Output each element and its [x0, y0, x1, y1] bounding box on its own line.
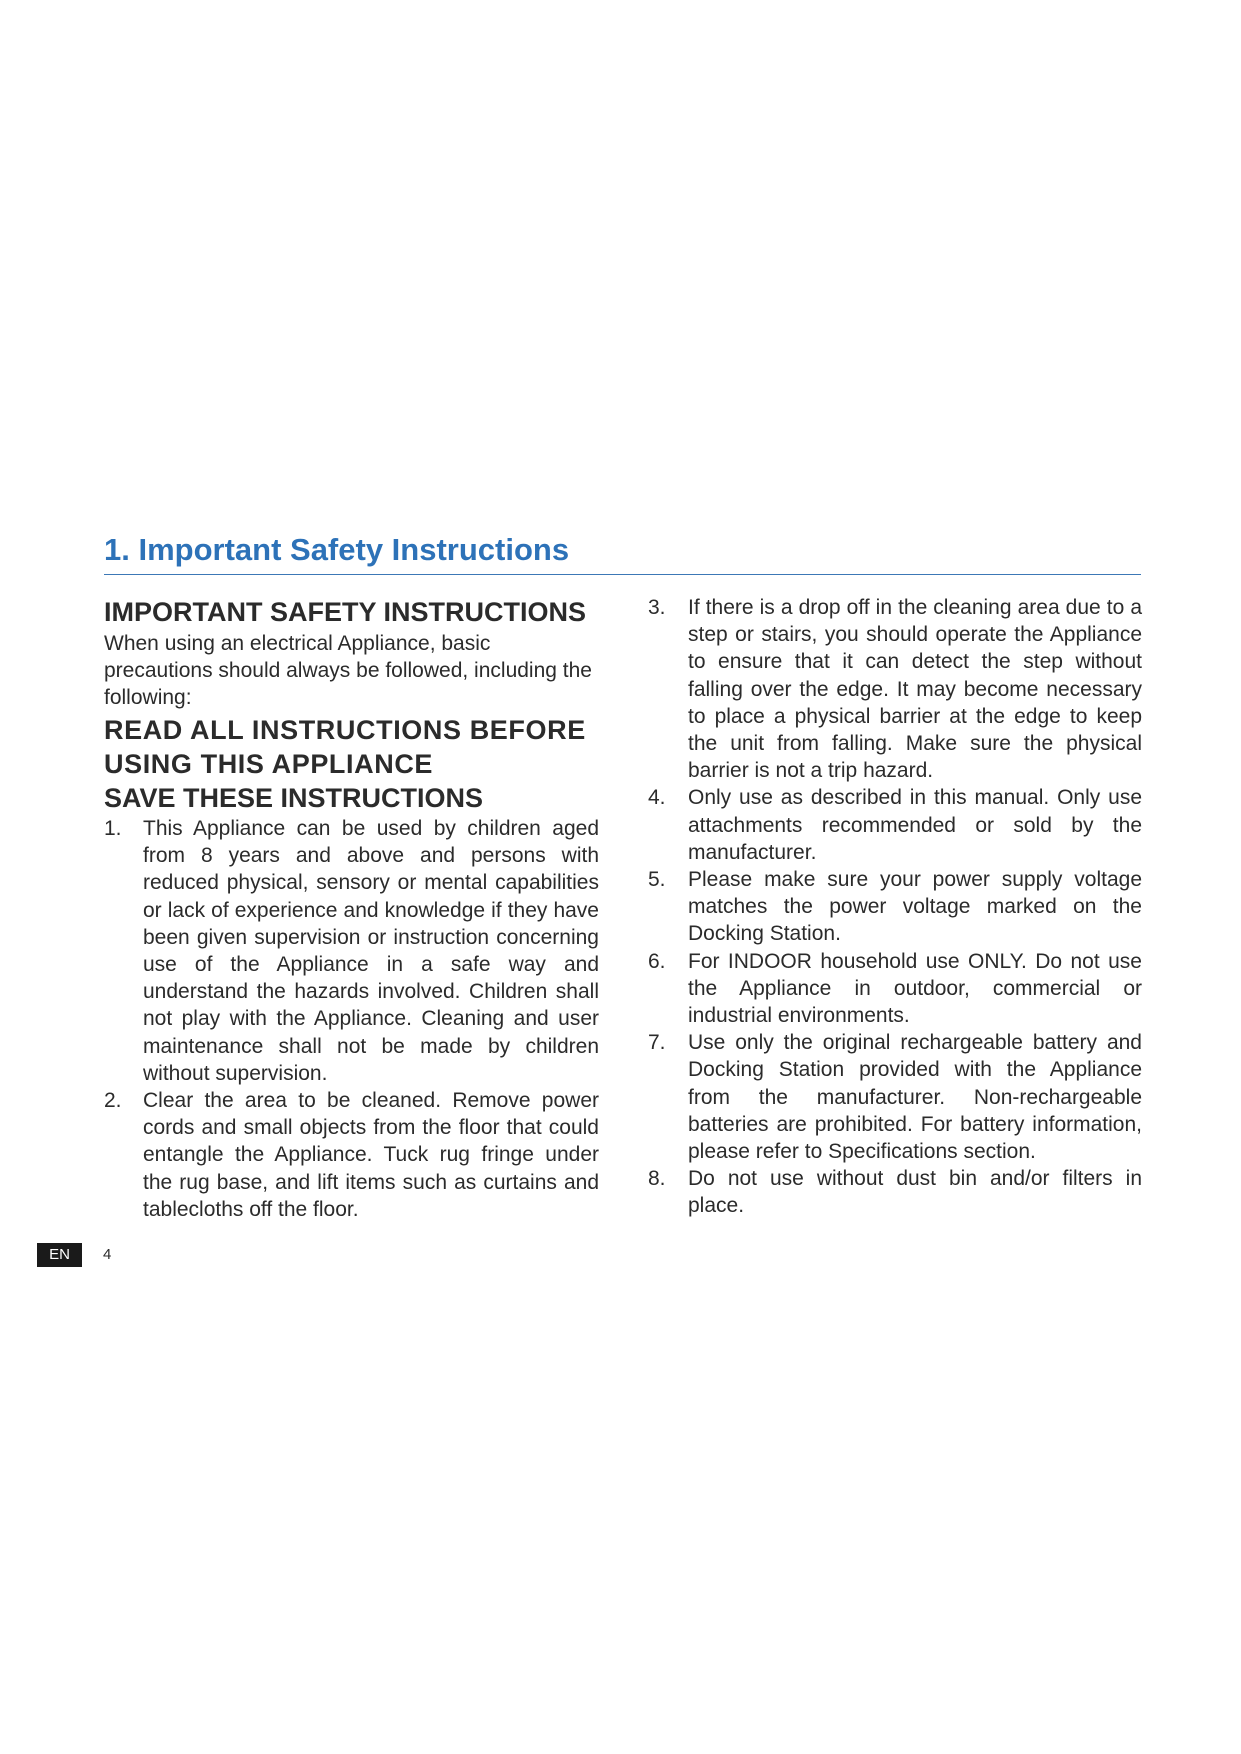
instruction-item-6 [648, 948, 1142, 1030]
item-number: 4. [648, 786, 666, 810]
item-number: 7. [648, 1031, 666, 1055]
title-divider [104, 574, 1141, 575]
instruction-item-1 [104, 815, 599, 1087]
item-text: Do not use without dust bin and/or filters in place. [688, 1167, 1142, 1218]
language-badge: EN [37, 1243, 82, 1267]
item-text: Clear the area to be cleaned. Remove power cords and small objects from the floor that could entangle the Appliance. Tuck rug fringe under the rug base, and lift items such as curtains and tablecloths off the floor. [143, 1089, 599, 1221]
instruction-item-2 [104, 1087, 599, 1223]
left-column [104, 594, 599, 1223]
item-text: For INDOOR household use ONLY. Do not use the Appliance in outdoor, commercial or industrial environments. [688, 949, 1142, 1028]
instruction-item-5 [648, 866, 1142, 948]
item-number: 1. [104, 817, 122, 840]
item-text: If there is a drop off in the cleaning area due to a step or stairs, you should operate the Appliance to ensure that it can detect the step without falling over the edge. It may become necessary to place a physical barrier at the edge to keep the unit from falling. Make sure the physical barrier is not a trip hazard. [688, 596, 1142, 783]
item-text: Only use as described in this manual. Only use attachments recommended or sold by the manufacturer. [688, 786, 1142, 864]
item-number: 6. [648, 949, 666, 973]
save-instructions-heading: SAVE THESE INSTRUCTIONS [104, 783, 484, 813]
instruction-item-8 [648, 1165, 1142, 1219]
intro-paragraph: When using an electrical Appliance, basic precautions should always be followed, including the following: [104, 632, 592, 709]
read-all-heading: READ ALL INSTRUCTIONS BEFORE USING THIS APPLIANCE [104, 715, 586, 779]
page-number: 4 [103, 1246, 112, 1263]
instruction-item-3 [648, 594, 1142, 784]
right-column [648, 594, 1142, 1220]
instruction-list-right [648, 594, 1142, 1220]
section-title: 1. Important Safety Instructions [104, 532, 570, 567]
important-safety-heading: IMPORTANT SAFETY INSTRUCTIONS [104, 597, 587, 627]
item-text: Please make sure your power supply voltage matches the power voltage marked on the Docking Station. [688, 868, 1142, 946]
item-text: This Appliance can be used by children aged from 8 years and above and persons with reduced physical, sensory or mental capabilities or lack of experience and knowledge if they have been given supervision or instruction concerning use of the Appliance in a safe way and understand the hazards involved. Children shall not play with the Appliance. Cleaning and user maintenance shall not be made by children without supervision. [143, 817, 599, 1085]
item-number: 3. [648, 596, 666, 619]
instruction-list-left [104, 815, 599, 1223]
item-number: 2. [104, 1089, 122, 1113]
instruction-item-4 [648, 784, 1142, 866]
instruction-item-7 [648, 1029, 1142, 1165]
item-number: 5. [648, 868, 666, 892]
item-number: 8. [648, 1167, 666, 1191]
item-text: Use only the original rechargeable battery and Docking Station provided with the Appliance from the manufacturer. Non-rechargeable batteries are prohibited. For battery information, please refer to Specifications section. [688, 1031, 1142, 1164]
